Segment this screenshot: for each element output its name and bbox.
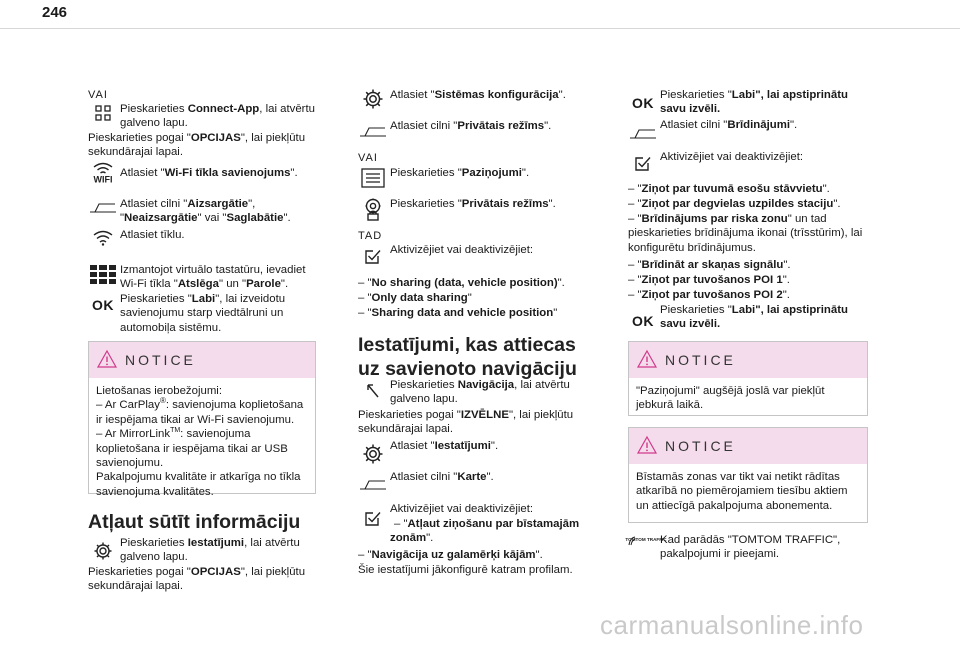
- profiles-note: Šie iestatījumi jākonfigurē katram profilam.: [358, 564, 573, 576]
- watermark: carmanualsonline.info: [600, 610, 864, 640]
- tomtom-text: Kad parādās "TOMTOM TRAFFIC", pakalpojumi ir pieejami.: [660, 534, 841, 561]
- tomtom-traffic-icon: [625, 535, 667, 547]
- notice-header: [629, 428, 867, 464]
- step-map-tab: Atlasiet cilni "Karte".: [390, 471, 494, 483]
- option-poi-1: – "Ziņot par tuvošanos POI 1".: [628, 274, 790, 286]
- settings-gear-icon: [358, 443, 388, 465]
- notice-body: Bīstamās zonas var tikt vai netikt rādītas atkarībā no piemērojamiem tiesību aktiem un attiecīgā pakalpojuma abonementa.: [636, 471, 848, 512]
- warning-icon: [637, 350, 657, 368]
- step-connect-app: Pieskarieties Connect-App, lai atvērtu galveno lapu.: [120, 103, 315, 130]
- step-ok-connect: Pieskarieties "Labi", lai izveidotu savienojumu starp viedtālruni un automobiļa sistēmu.: [120, 293, 286, 334]
- warning-icon: [97, 350, 117, 368]
- svg-text:WIFI: WIFI: [93, 174, 113, 185]
- tab-icon: [358, 125, 388, 137]
- option-sharing-all: – "Sharing data and vehicle position": [358, 307, 558, 319]
- option-sound-alert: – "Brīdināt ar skaņas signālu".: [628, 259, 791, 271]
- step-privacy: Pieskarieties "Privātais režīms".: [390, 198, 556, 210]
- step-keyboard: Izmantojot virtuālo tastatūru, ievadiet Wi-Fi tīkla "Atslēga" un "Parole".: [120, 264, 306, 291]
- step-navigation: Pieskarieties Navigācija, lai atvērtu galveno lapu.: [390, 379, 570, 406]
- notice-box-usage-limits: [88, 341, 316, 498]
- page-number: 246: [42, 4, 68, 21]
- notice-header: [629, 342, 867, 378]
- vai-tag: VAI: [88, 89, 108, 101]
- step-options-2: Pieskarieties pogai "OPCIJAS", lai piekļūtu sekundārajai lapai.: [88, 566, 306, 593]
- notice-title: NOTICE: [665, 438, 736, 454]
- notice-body: Lietošanas ierobežojumi: – Ar CarPlay®: savienojuma koplietošana ir iespējama tikai ar Wi-Fi savienojumu. – Ar MirrorLink™: savienojuma koplietošana ir iespējama tikai ar USB savienojumu. Pakalpojumu kvalitāte ir atkarīga no tīkla savienojuma kvalitātes.: [96, 385, 304, 498]
- step-menu: Pieskarieties pogai "IZVĒLNE", lai piekļūtu sekundārajai lapai.: [358, 409, 574, 436]
- checkbox-toggle-icon: [358, 247, 388, 265]
- step-notifications: Pieskarieties "Paziņojumi".: [390, 167, 530, 179]
- tomtom-label-text: TOMTOM TRAFFIC: [625, 537, 667, 542]
- step-toggle: Aktivizējiet vai deaktivizējiet:: [390, 244, 534, 256]
- section-title-allow-sending: Atļaut sūtīt informāciju: [88, 511, 301, 533]
- option-walk-nav: – "Navigācija uz galamērķi kājām".: [358, 549, 543, 561]
- tab-icon: [358, 478, 388, 490]
- step-settings: Pieskarieties Iestatījumi, lai atvērtu galveno lapu.: [120, 537, 300, 564]
- connect-app-grid-icon: [88, 105, 118, 121]
- step-ok-confirm: Pieskarieties "Labi", lai apstiprinātu savu izvēli.: [660, 89, 848, 116]
- keyboard-icon: [88, 265, 118, 285]
- notice-title: NOTICE: [125, 352, 196, 368]
- wifi-icon: [88, 230, 118, 246]
- step-options: Pieskarieties pogai "OPCIJAS", lai piekļūtu sekundārajai lapai.: [88, 132, 306, 159]
- navigation-arrow-icon: [358, 383, 388, 399]
- notice-box-notifications: [628, 341, 868, 416]
- section-title-connected-nav: Iestatījumi, kas attiecas uz savienoto navigāciju: [358, 334, 577, 380]
- step-wifi: Atlasiet "Wi-Fi tīkla savienojums".: [120, 167, 298, 179]
- notice-body: "Paziņojumi" augšējā joslā var piekļūt jebkurā laikā.: [636, 385, 825, 412]
- step-toggle: Aktivizējiet vai deaktivizējiet:: [660, 151, 804, 163]
- tab-icon: [88, 201, 118, 213]
- step-settings: Atlasiet "Iestatījumi".: [390, 440, 499, 452]
- wifi-settings-icon: [88, 161, 118, 183]
- option-risk-zone: – "Brīdinājums par riska zonu" un tad pieskarieties brīdinājuma ikonai (trīsstūrim), lai konfigurētu brīdinājumus.: [628, 213, 863, 254]
- notice-title: NOTICE: [665, 352, 736, 368]
- step-tab: Atlasiet cilni "Aizsargātie", "Neaizsargātie" vai "Saglabātie".: [120, 198, 291, 225]
- step-alerts-tab: Atlasiet cilni "Brīdinājumi".: [660, 119, 798, 131]
- option-parking: – "Ziņot par tuvumā esošu stāvvietu".: [628, 183, 830, 195]
- step-ok-confirm-2: Pieskarieties "Labi", lai apstiprinātu savu izvēli.: [660, 304, 848, 331]
- header-rule: [0, 28, 960, 29]
- tad-tag: TAD: [358, 230, 383, 242]
- step-system-config: Atlasiet "Sistēmas konfigurācija".: [390, 89, 566, 101]
- checkbox-toggle-icon: [358, 509, 388, 527]
- vai-tag: VAI: [358, 152, 378, 164]
- notice-box-hazard-zones: [628, 427, 868, 523]
- system-config-gear-icon: [358, 88, 388, 110]
- privacy-mode-icon: [358, 197, 388, 221]
- ok-icon: OK: [632, 313, 654, 329]
- option-no-sharing: – "No sharing (data, vehicle position)".: [358, 277, 565, 289]
- option-only-data: – "Only data sharing": [358, 292, 472, 304]
- ok-icon: OK: [92, 297, 114, 313]
- notifications-list-icon: [358, 168, 388, 188]
- step-privacy-tab: Atlasiet cilni "Privātais režīms".: [390, 120, 552, 132]
- checkbox-toggle-icon: [628, 154, 658, 172]
- step-network: Atlasiet tīklu.: [120, 229, 185, 241]
- ok-icon: OK: [632, 95, 654, 111]
- tab-icon: [628, 127, 658, 139]
- option-poi-2: – "Ziņot par tuvošanos POI 2".: [628, 289, 790, 301]
- notice-header: [89, 342, 315, 378]
- option-fuel: – "Ziņot par degvielas uzpildes staciju".: [628, 198, 841, 210]
- step-toggle-2: Aktivizējiet vai deaktivizējiet:: [390, 503, 534, 515]
- settings-gear-icon: [88, 541, 118, 561]
- warning-icon: [637, 436, 657, 454]
- option-hazard-zones: – "Atļaut ziņošanu par bīstamajām zonām".: [390, 518, 580, 545]
